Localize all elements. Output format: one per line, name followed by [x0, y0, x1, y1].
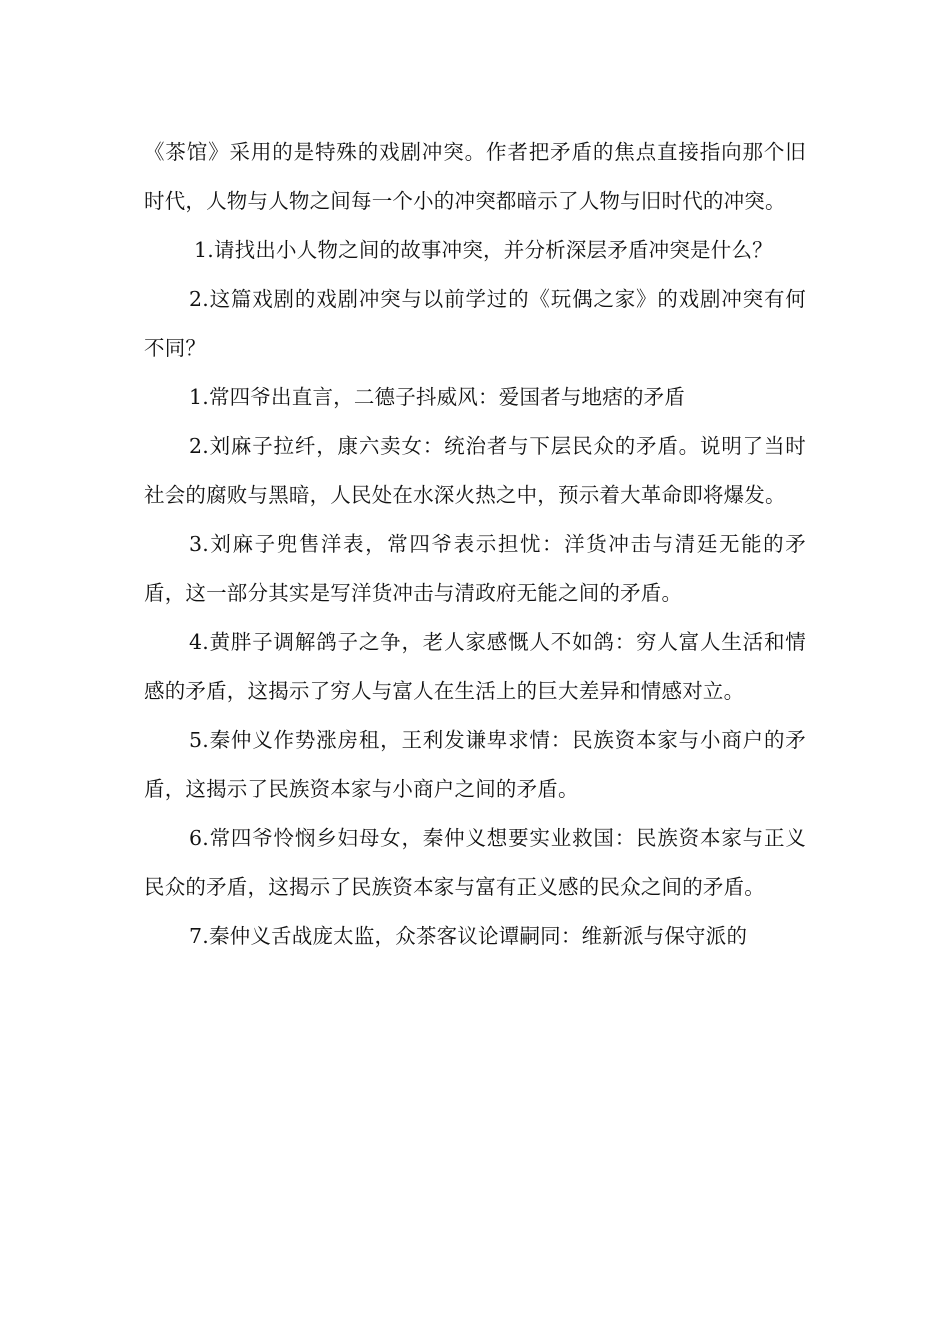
answer-4: 4.黄胖子调解鸽子之争，老人家感慨人不如鸽：穷人富人生活和情感的矛盾，这揭示了穷人与富人在生活上的巨大差异和情感对立。	[144, 630, 806, 703]
answer-1: 1.常四爷出直言，二德子抖威风：爱国者与地痞的矛盾	[189, 385, 686, 409]
question-2: 2.这篇戏剧的戏剧冲突与以前学过的《玩偶之家》的戏剧冲突有何不同？	[144, 287, 806, 360]
answer-2: 2.刘麻子拉纤，康六卖女：统治者与下层民众的矛盾。说明了当时社会的腐败与黑暗，人民处在水深火热之中，预示着大革命即将爆发。	[144, 434, 806, 507]
document-body	[144, 128, 806, 961]
answer-7: 7.秦仲义舌战庞太监，众茶客议论谭嗣同：维新派与保守派的	[189, 924, 748, 948]
answer-3: 3.刘麻子兜售洋表，常四爷表示担忧：洋货冲击与清廷无能的矛盾，这一部分其实是写洋货冲击与清政府无能之间的矛盾。	[144, 532, 806, 605]
intro-paragraph: 《茶馆》采用的是特殊的戏剧冲突。作者把矛盾的焦点直接指向那个旧时代，人物与人物之间每一个小的冲突都暗示了人物与旧时代的冲突。	[144, 140, 806, 213]
answer-5: 5.秦仲义作势涨房租，王利发谦卑求情：民族资本家与小商户的矛盾，这揭示了民族资本家与小商户之间的矛盾。	[144, 728, 806, 801]
question-1: 1.请找出小人物之间的故事冲突，并分析深层矛盾冲突是什么？	[194, 238, 773, 262]
answer-6: 6.常四爷怜悯乡妇母女，秦仲义想要实业救国：民族资本家与正义民众的矛盾，这揭示了民族资本家与富有正义感的民众之间的矛盾。	[144, 826, 806, 899]
